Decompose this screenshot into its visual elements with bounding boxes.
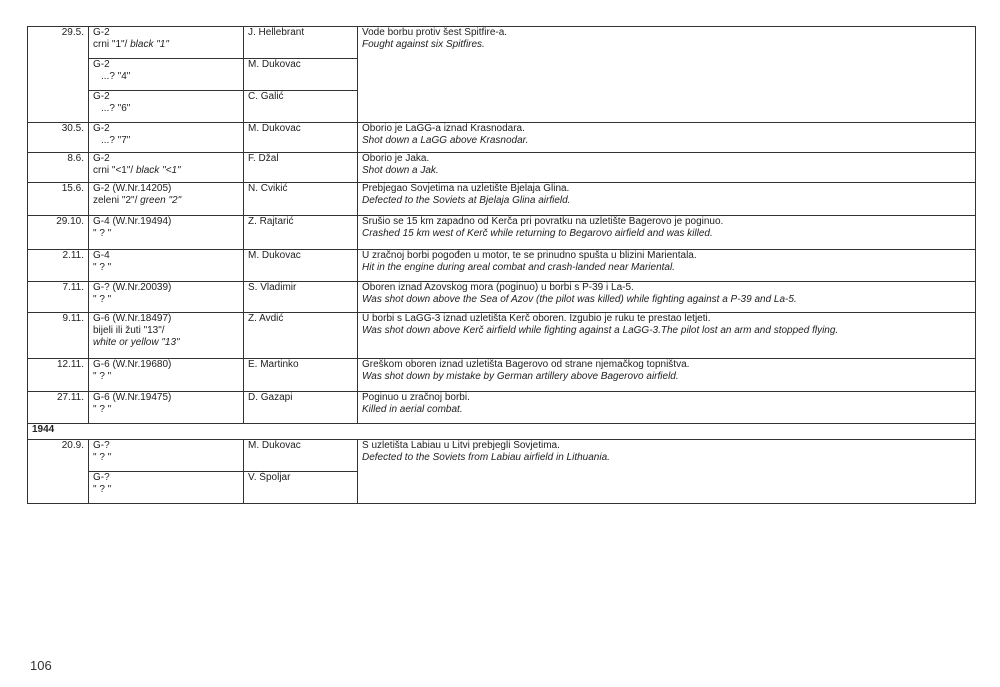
pilot-cell: M. Dukovac <box>244 59 358 91</box>
aircraft-marking: " ? " <box>93 228 112 239</box>
page-number: 106 <box>30 658 52 673</box>
aircraft-marking: ...? "4" <box>101 71 131 82</box>
pilot-cell: J. Hellebrant <box>244 27 358 59</box>
description-en: Defected to the Soviets at Bjelaja Glina airfield. <box>362 195 571 206</box>
pilot-cell: F. Džal <box>244 153 358 183</box>
aircraft-cell <box>89 123 244 153</box>
year-heading: 1944 <box>28 424 976 440</box>
pilot-cell: D. Gazapi <box>244 392 358 424</box>
table-row <box>28 27 976 59</box>
date-cell: 20.9. <box>28 440 89 504</box>
description-hr: Greškom oboren iznad uzletišta Bagerovo od strane njemačkog topništva. <box>362 359 690 370</box>
pilot-cell: M. Dukovac <box>244 440 358 472</box>
description-hr: Oborio je Jaka. <box>362 153 430 164</box>
aircraft-type: G-6 (W.Nr.19680) <box>93 359 172 370</box>
description-hr: U borbi s LaGG-3 iznad uzletišta Kerč oboren. Izgubio je ruku te prestao letjeti. <box>362 313 711 324</box>
description-en: Defected to the Soviets from Labiau airfield in Lithuania. <box>362 452 610 463</box>
aircraft-type: G-4 (W.Nr.19494) <box>93 216 172 227</box>
date-cell: 8.6. <box>28 153 89 183</box>
aircraft-type: G-2 <box>93 59 110 70</box>
aircraft-marking-en: white or yellow "13" <box>93 337 180 348</box>
aircraft-cell <box>89 282 244 313</box>
description-hr: Vode borbu protiv šest Spitfire-a. <box>362 27 508 38</box>
description-en: Was shot down by mistake by German artillery above Bagerovo airfield. <box>362 371 679 382</box>
aircraft-marking: ...? "6" <box>101 103 131 114</box>
table-row <box>28 250 976 282</box>
aircraft-marking: bijeli ili žuti "13"/ <box>93 325 165 336</box>
date-cell: 29.10. <box>28 216 89 250</box>
date-cell: 29.5. <box>28 27 89 123</box>
description-cell <box>358 440 976 504</box>
pilot-cell: S. Vladimir <box>244 282 358 313</box>
aircraft-cell <box>89 183 244 216</box>
description-hr: Prebjegao Sovjetima na uzletište Bjelaja Glina. <box>362 183 570 194</box>
pilot-cell: Z. Avdić <box>244 313 358 359</box>
aircraft-type: G-? <box>93 440 110 451</box>
table-row <box>28 216 976 250</box>
aircraft-marking: crni "1"/ <box>93 39 128 50</box>
aircraft-marking: " ? " <box>93 262 112 273</box>
description-cell <box>358 123 976 153</box>
date-cell: 9.11. <box>28 313 89 359</box>
table-row <box>28 153 976 183</box>
description-cell <box>358 359 976 392</box>
aircraft-marking: " ? " <box>93 452 112 463</box>
aircraft-cell <box>89 91 244 123</box>
date-cell: 30.5. <box>28 123 89 153</box>
aircraft-cell <box>89 359 244 392</box>
date-cell: 27.11. <box>28 392 89 424</box>
description-cell <box>358 27 976 123</box>
date-cell: 12.11. <box>28 359 89 392</box>
description-hr: Oborio je LaGG-a iznad Krasnodara. <box>362 123 525 134</box>
description-en: Was shot down above the Sea of Azov (the pilot was killed) while fighting against a P-39 and La-5. <box>362 294 797 305</box>
description-en: Shot down a LaGG above Krasnodar. <box>362 135 529 146</box>
aircraft-cell <box>89 153 244 183</box>
aircraft-type: G-2 <box>93 123 110 134</box>
description-cell <box>358 282 976 313</box>
description-hr: U zračnoj borbi pogođen u motor, te se prinudno spušta u blizini Marientala. <box>362 250 697 261</box>
pilot-cell: E. Martinko <box>244 359 358 392</box>
aircraft-cell <box>89 27 244 59</box>
year-row <box>28 424 976 440</box>
table-row <box>28 123 976 153</box>
description-cell <box>358 313 976 359</box>
pilot-cell: V. Špoljar <box>244 472 358 504</box>
aircraft-type: G-? (W.Nr.20039) <box>93 282 172 293</box>
table-row <box>28 183 976 216</box>
pilot-cell: M. Dukovac <box>244 250 358 282</box>
aircraft-marking: " ? " <box>93 484 112 495</box>
pilot-cell: Z. Rajtarić <box>244 216 358 250</box>
date-cell: 2.11. <box>28 250 89 282</box>
aircraft-cell <box>89 440 244 472</box>
description-cell <box>358 216 976 250</box>
description-en: Shot down a Jak. <box>362 165 439 176</box>
aircraft-cell <box>89 313 244 359</box>
description-cell <box>358 392 976 424</box>
aircraft-type: G-6 (W.Nr.18497) <box>93 313 172 324</box>
aircraft-marking-en: black "1" <box>130 39 169 50</box>
aircraft-cell <box>89 392 244 424</box>
aircraft-type: G-2 <box>93 91 110 102</box>
aircraft-type: G-? <box>93 472 110 483</box>
description-en: Hit in the engine during areal combat and crash-landed near Mariental. <box>362 262 675 273</box>
table-row <box>28 313 976 359</box>
aircraft-type: G-2 <box>93 153 110 164</box>
aircraft-type: G-4 <box>93 250 110 261</box>
aircraft-cell <box>89 59 244 91</box>
date-cell: 15.6. <box>28 183 89 216</box>
victory-log-table <box>27 26 976 504</box>
description-en: Fought against six Spitfires. <box>362 39 485 50</box>
description-cell <box>358 250 976 282</box>
aircraft-marking: zeleni "2"/ <box>93 195 138 206</box>
aircraft-marking-en: green "2" <box>140 195 182 206</box>
description-hr: S uzletišta Labiau u Litvi prebjegli Sovjetima. <box>362 440 560 451</box>
aircraft-cell <box>89 472 244 504</box>
aircraft-cell <box>89 216 244 250</box>
pilot-cell: C. Galić <box>244 91 358 123</box>
description-en: Killed in aerial combat. <box>362 404 463 415</box>
aircraft-marking: ...? "7" <box>101 135 131 146</box>
aircraft-marking: " ? " <box>93 294 112 305</box>
aircraft-marking: crni "<1"/ <box>93 165 134 176</box>
aircraft-type: G-6 (W.Nr.19475) <box>93 392 172 403</box>
aircraft-marking-en: black "<1" <box>135 165 181 176</box>
description-hr: Poginuo u zračnoj borbi. <box>362 392 470 403</box>
aircraft-type: G-2 (W.Nr.14205) <box>93 183 172 194</box>
aircraft-type: G-2 <box>93 27 110 38</box>
description-hr: Oboren iznad Azovskog mora (poginuo) u borbi s P-39 i La-5. <box>362 282 634 293</box>
description-en: Was shot down above Kerč airfield while fighting against a LaGG-3.The pilot lost an arm and stopped flying. <box>362 325 839 336</box>
table-row <box>28 392 976 424</box>
pilot-cell: M. Dukovac <box>244 123 358 153</box>
table-row <box>28 359 976 392</box>
description-cell <box>358 153 976 183</box>
table-row <box>28 282 976 313</box>
aircraft-cell <box>89 250 244 282</box>
table-row <box>28 440 976 472</box>
description-en: Crashed 15 km west of Kerč while returning to Begarovo airfield and was killed. <box>362 228 713 239</box>
pilot-cell: N. Cvikić <box>244 183 358 216</box>
description-hr: Srušio se 15 km zapadno od Kerča pri povratku na uzletište Bagerovo je poginuo. <box>362 216 724 227</box>
aircraft-marking: " ? " <box>93 371 112 382</box>
aircraft-marking: " ? " <box>93 404 112 415</box>
description-cell <box>358 183 976 216</box>
date-cell: 7.11. <box>28 282 89 313</box>
